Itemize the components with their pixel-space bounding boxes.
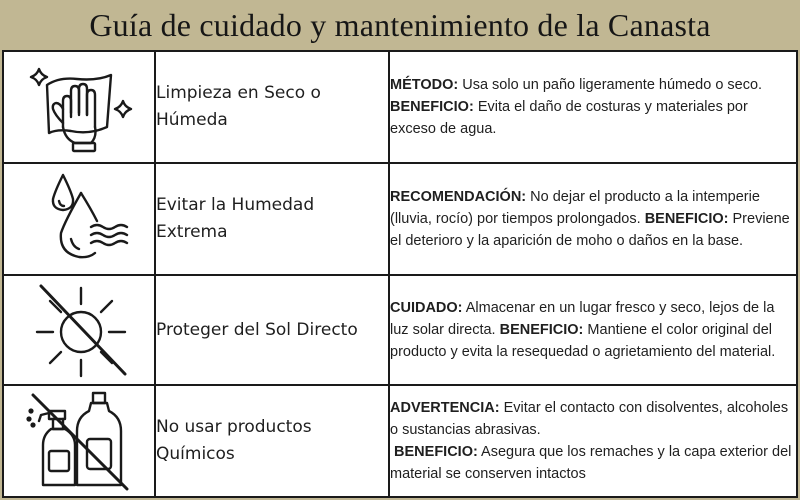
cleaning-glove-sparkle-icon	[19, 57, 139, 157]
care-item-name	[155, 163, 389, 275]
care-table	[2, 50, 798, 498]
benefit-text: Previene el deterioro y la aparición de moho o daños en la base.	[390, 211, 790, 249]
method-label: MÉTODO:	[390, 77, 459, 93]
icon-cell	[3, 385, 155, 497]
recommendation-text: No dejar el producto a la intemperie (lluvia, rocío) por tiempos prolongados.	[390, 189, 760, 227]
care-item-name-line1: Proteger del Sol Directo	[156, 319, 358, 340]
care-item-name-line1: No usar productos	[156, 417, 312, 437]
benefit-label: BENEFICIO:	[499, 322, 584, 338]
benefit-label: BENEFICIO:	[644, 211, 729, 227]
benefit-text: Evita el daño de costuras y materiales por exceso de agua.	[390, 99, 748, 137]
icon-cell	[3, 275, 155, 385]
page-title: Guía de cuidado y mantenimiento de la Canasta	[89, 6, 711, 43]
no-chemicals-icon	[19, 389, 139, 493]
warning-text: Evitar el contacto con disolventes, alcoholes o sustancias abrasivas.	[390, 400, 789, 438]
warning-label: ADVERTENCIA:	[390, 400, 500, 416]
care-item-name-line1: Limpieza en Seco o	[156, 83, 321, 103]
no-sun-icon	[19, 280, 139, 380]
care-item-description	[389, 385, 797, 497]
benefit-text: Mantiene el color original del producto y evita la resequedad o agrietamiento del material.	[390, 322, 776, 360]
care-item-name-line2: Húmeda	[156, 110, 228, 130]
method-text: Usa solo un paño ligeramente húmedo o seco.	[462, 77, 763, 93]
humidity-drops-icon	[19, 169, 139, 269]
benefit-text: Asegura que los remaches y la capa exterior del material se conserven intactos	[390, 444, 792, 482]
care-item-name	[155, 275, 389, 385]
care-item-name-line2: Químicos	[156, 444, 235, 464]
icon-cell	[3, 51, 155, 163]
table-row	[3, 275, 797, 385]
care-item-description	[389, 163, 797, 275]
table-row	[3, 385, 797, 497]
recommendation-label: RECOMENDACIÓN:	[390, 189, 527, 205]
benefit-label: BENEFICIO:	[390, 99, 474, 115]
care-item-name	[155, 385, 389, 497]
care-item-name-line2: Extrema	[156, 222, 228, 242]
icon-cell	[3, 163, 155, 275]
benefit-label: BENEFICIO:	[394, 444, 478, 460]
care-item-description	[389, 51, 797, 163]
table-row	[3, 51, 797, 163]
care-text: Almacenar en un lugar fresco y seco, lejos de la luz solar directa.	[390, 300, 775, 338]
care-item-description	[389, 275, 797, 385]
care-item-name	[155, 51, 389, 163]
care-label: CUIDADO:	[390, 300, 463, 316]
care-item-name-line1: Evitar la Humedad	[156, 195, 315, 215]
table-row	[3, 163, 797, 275]
